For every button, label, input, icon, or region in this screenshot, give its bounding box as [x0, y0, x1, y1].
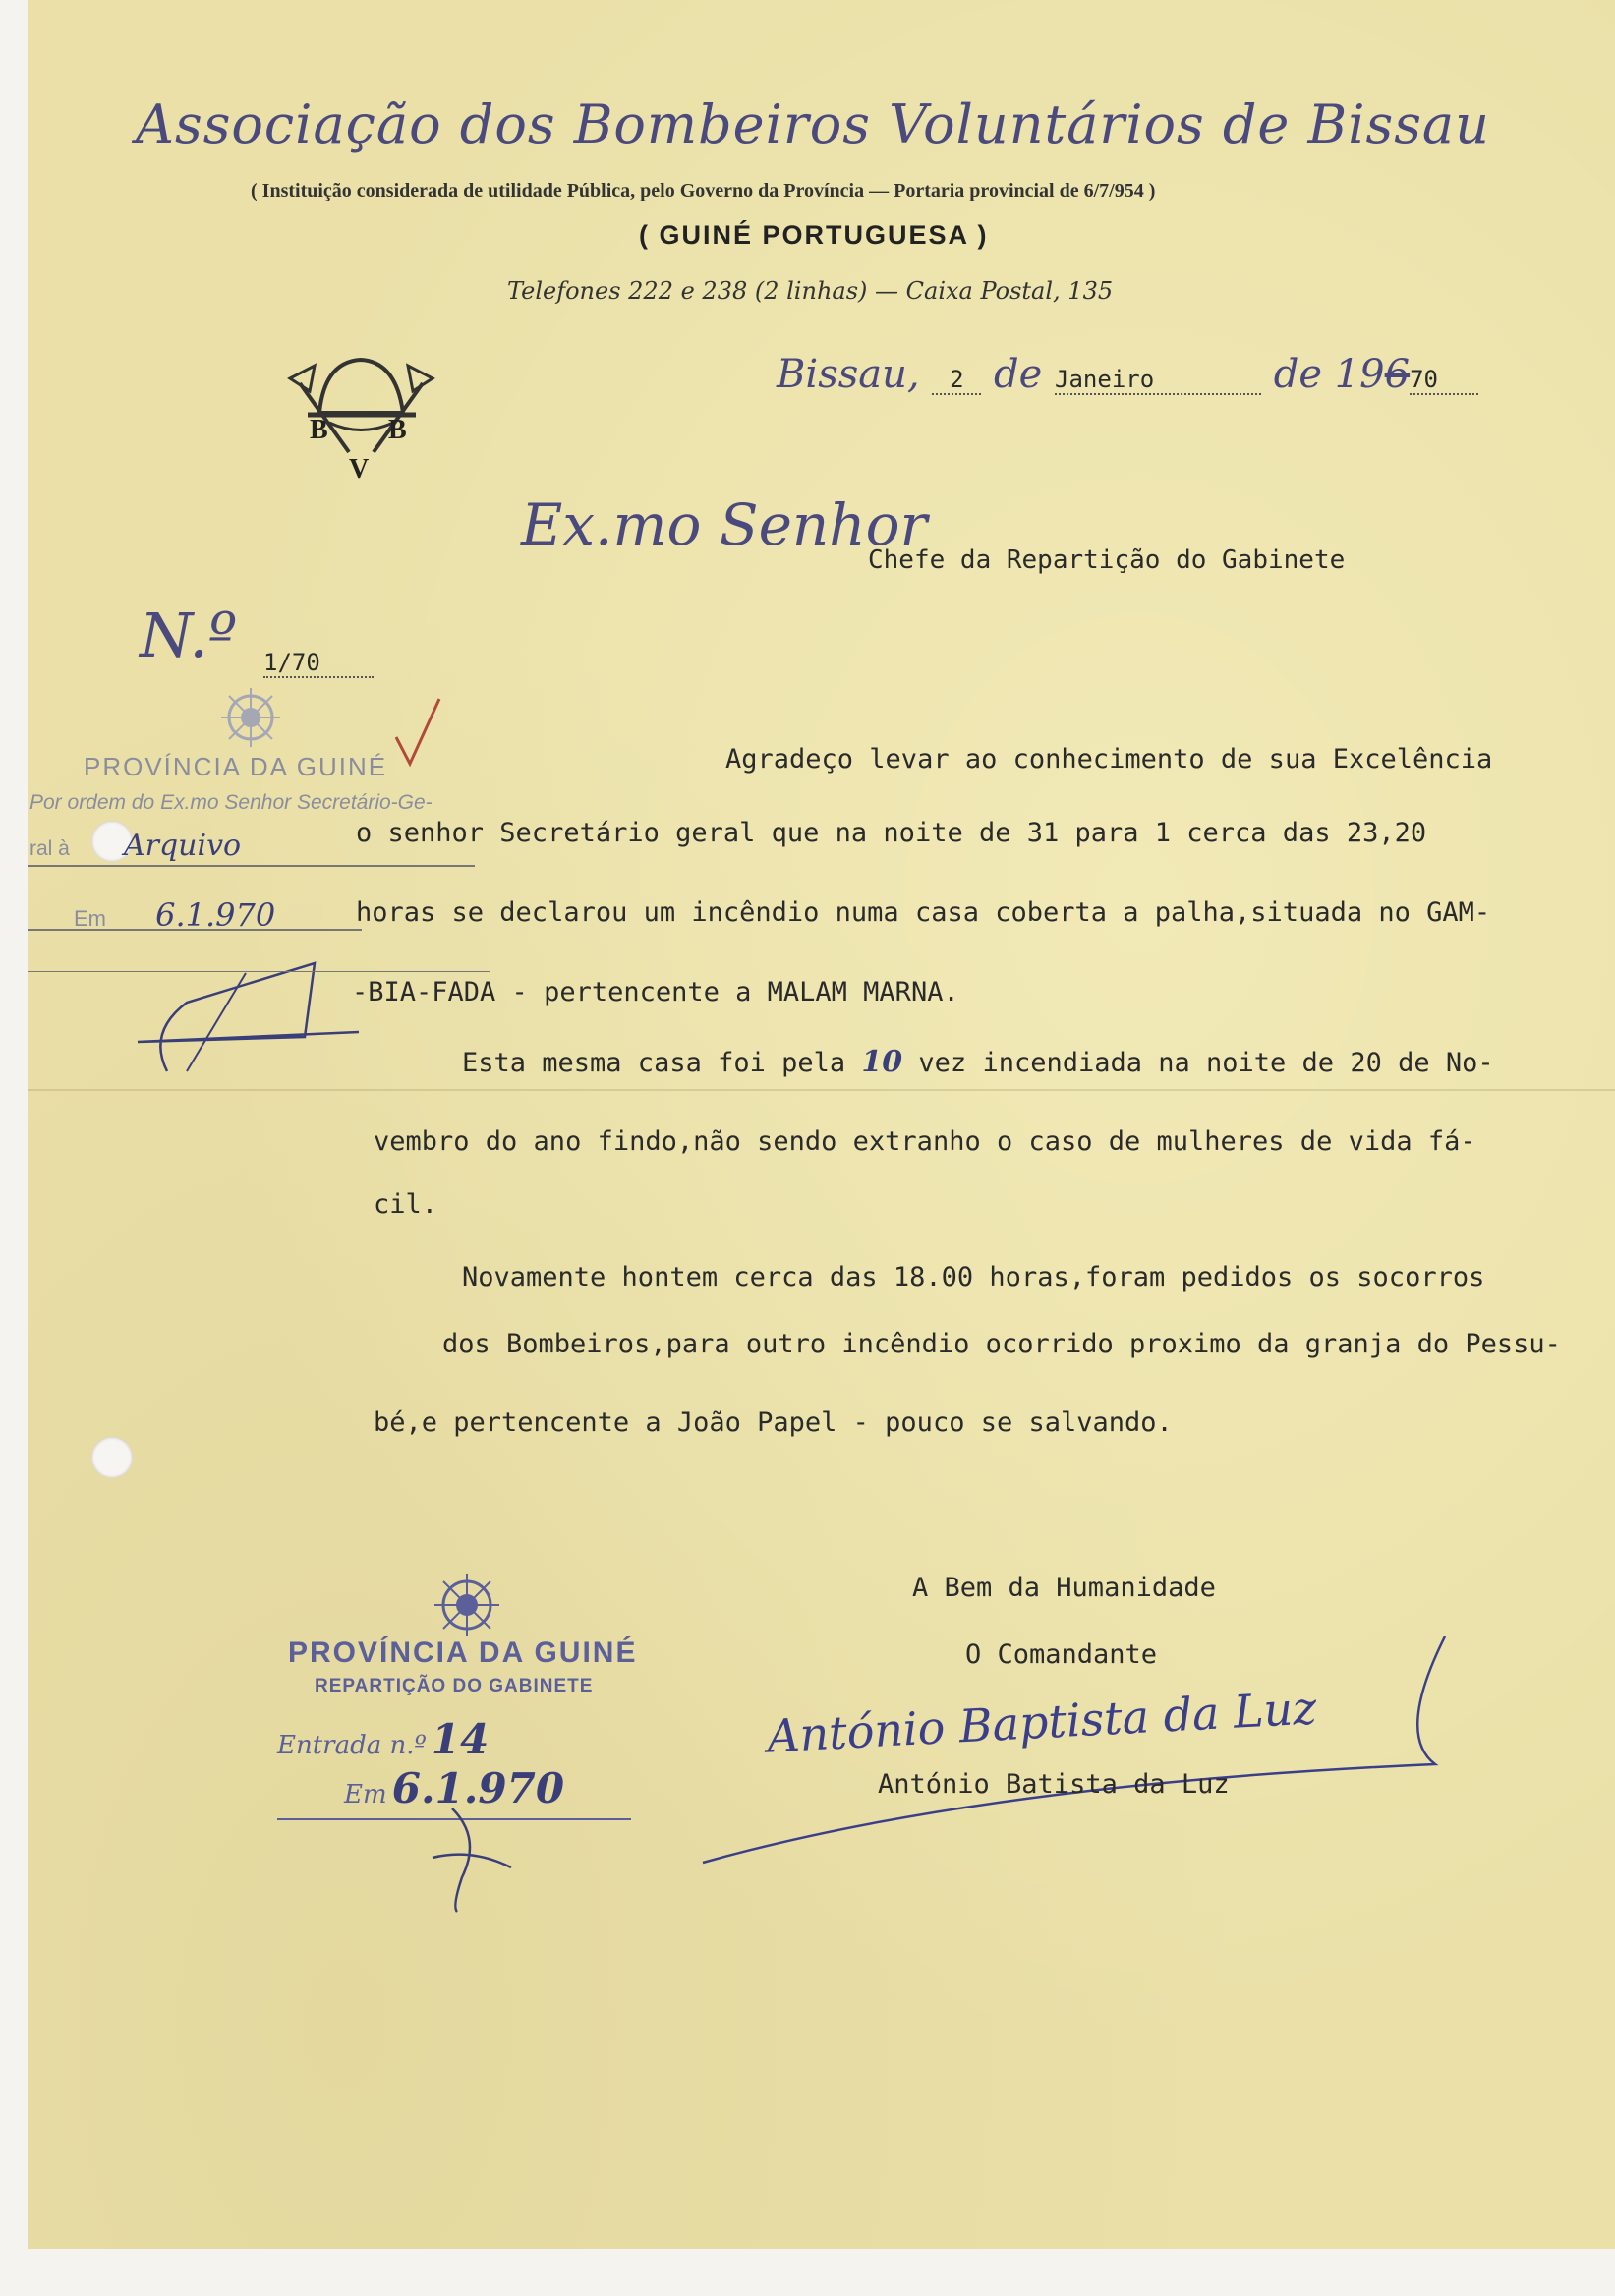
body-line-5-start: Esta mesma casa foi pela — [462, 1048, 846, 1078]
closing-salute: A Bem da Humanidade — [912, 1573, 1216, 1603]
body-line-3: horas se declarou um incêndio numa casa coberta a palha,situada no GAM- — [356, 897, 1491, 928]
letterhead-subtitle: ( Instituição considerada de utilidade Pública, pelo Governo da Província — Portaria provincial de 6/7/954 ) — [251, 180, 1156, 201]
body-line-5 — [462, 1045, 1494, 1079]
signature: António Baptista da Luz — [765, 1681, 1318, 1763]
annotation-rule — [28, 971, 490, 972]
reference-label: N.º — [140, 600, 238, 671]
handwritten-ordinal: 10 — [861, 1045, 903, 1079]
fire-brigade-logo — [280, 344, 447, 491]
stamp-bottom-entry-value: 14 — [431, 1715, 490, 1763]
crest-icon — [211, 683, 290, 752]
body-line-10: bé,e pertencente a João Papel - pouco se salvando. — [374, 1407, 1173, 1438]
stamp-top-destination-label: ral à — [29, 837, 70, 860]
check-mark-icon — [388, 693, 447, 772]
date-de-2: de — [1273, 352, 1323, 397]
stamp-bottom-entry — [277, 1715, 489, 1763]
letterhead-region: ( GUINÉ PORTUGUESA ) — [639, 220, 989, 250]
logo-letter-b-right: B — [388, 415, 407, 445]
stamp-bottom-office: REPARTIÇÃO DO GABINETE — [315, 1676, 594, 1696]
date-year-prefix: 19 — [1334, 352, 1385, 397]
stamp-bottom-initials-icon — [413, 1799, 531, 1917]
punch-hole-bottom — [91, 1437, 133, 1478]
stamp-top-order: Por ordem do Ex.mo Senhor Secretário-Ge- — [29, 791, 433, 814]
stamp-top-destination-value: Arquivo — [123, 829, 242, 863]
handwritten-initials-icon — [128, 944, 374, 1091]
signatory-name: António Batista da Luz — [878, 1769, 1230, 1800]
date-day: 2 — [932, 366, 981, 395]
body-line-5-end: vez incendiada na noite de 20 de No- — [918, 1048, 1494, 1078]
salutation: Ex.mo Senhor — [521, 491, 928, 558]
stamp-top-date-value: 6.1.970 — [155, 896, 276, 934]
stamp-bottom-entry-label: Entrada n.º — [277, 1731, 427, 1760]
stamp-emblem-bottom — [423, 1568, 511, 1645]
body-line-9: dos Bombeiros,para outro incêndio ocorrido proximo da granja do Pessu- — [442, 1329, 1561, 1359]
logo-letter-b-left: B — [310, 415, 328, 445]
body-line-8: Novamente hontem cerca das 18.00 horas,foram pedidos os socorros — [462, 1262, 1485, 1292]
date-year-written: 70 — [1410, 366, 1478, 395]
date-month: Janeiro — [1055, 366, 1261, 395]
letterhead-title: Associação dos Bombeiros Voluntários de Bissau — [136, 93, 1490, 155]
recipient: Chefe da Repartição do Gabinete — [868, 545, 1346, 575]
date-de-1: de — [994, 352, 1043, 397]
crest-icon-bottom — [423, 1568, 511, 1641]
body-line-1: Agradeço levar ao conhecimento de sua Excelência — [725, 744, 1493, 775]
body-line-2: o senhor Secretário geral que na noite de 31 para 1 cerca das 23,20 — [356, 818, 1427, 848]
stamp-bottom-date-value: 6.1.970 — [391, 1764, 565, 1812]
stamp-top-destination — [29, 829, 241, 863]
stamp-bottom-province: PROVÍNCIA DA GUINÉ — [288, 1636, 638, 1669]
stamp-emblem-top — [211, 683, 290, 756]
body-line-6: vembro do ano findo,não sendo extranho o caso de mulheres de vida fá- — [374, 1126, 1476, 1157]
stamp-bottom-date-label: Em — [344, 1780, 387, 1809]
date-line — [777, 352, 1478, 397]
date-place: Bissau, — [777, 352, 920, 397]
stamp-top-rule-2 — [28, 929, 362, 931]
stamp-top-rule — [28, 865, 475, 867]
reference-number: 1/70 — [263, 649, 374, 678]
closing-title: O Comandante — [965, 1639, 1158, 1670]
body-line-7: cil. — [374, 1189, 438, 1220]
body-line-4: -BIA-FADA - pertencente a MALAM MARNA. — [352, 977, 959, 1007]
signature-flourish-icon — [688, 1627, 1465, 1872]
letter-paper — [28, 0, 1615, 2249]
stamp-top-province: PROVÍNCIA DA GUINÉ — [84, 752, 388, 781]
logo-letter-v: V — [349, 454, 370, 485]
stamp-top-date-label: Em — [74, 906, 106, 931]
letterhead-contacts: Telefones 222 e 238 (2 linhas) — Caixa Postal, 135 — [507, 277, 1114, 305]
date-year-struck: 6 — [1384, 352, 1411, 397]
